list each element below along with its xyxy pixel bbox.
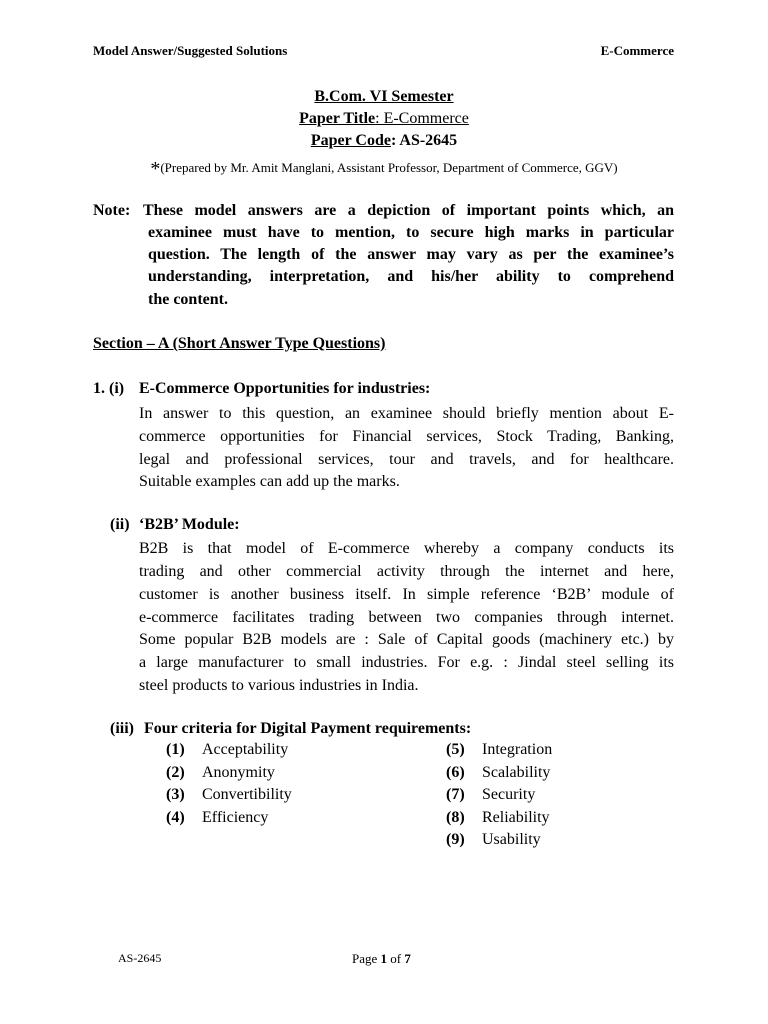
criterion-item: (7) Security xyxy=(446,786,536,803)
q1-line-4: Suitable examples can add up the marks. xyxy=(139,473,400,490)
q2-line-5: Some popular B2B models are : Sale of Capital goods (machinery etc.) by xyxy=(139,631,674,648)
criterion-item: (5) Integration xyxy=(446,741,553,758)
criterion-item: (4) Efficiency xyxy=(166,809,269,826)
paper-title-label: Paper Title xyxy=(299,110,376,127)
q1-heading: E-Commerce Opportunities for industries: xyxy=(139,380,431,397)
asterisk-mark: * xyxy=(150,158,161,180)
note-line-4: understanding, interpretation, and his/her ability to comprehend xyxy=(148,268,674,285)
criterion-item: (1) Acceptability xyxy=(166,741,289,758)
running-header-right: E-Commerce xyxy=(600,43,674,58)
q1-line-1: In answer to this question, an examinee should briefly mention about E- xyxy=(139,405,674,422)
paper-code-label: Paper Code xyxy=(310,132,391,149)
note-label: Note: xyxy=(93,202,131,219)
paper-title xyxy=(0,110,768,128)
q2-line-3: customer is another business itself. In simple reference ‘B2B’ module of xyxy=(139,586,674,603)
q2-line-1: B2B is that model of E-commerce whereby a company conducts its xyxy=(139,540,674,557)
paper-title-value: : E-Commerce xyxy=(375,110,469,127)
section-a-heading: Section – A (Short Answer Type Questions) xyxy=(93,335,386,352)
running-header-left: Model Answer/Suggested Solutions xyxy=(93,43,288,58)
criterion-item: (2) Anonymity xyxy=(166,764,275,781)
q2-number: (ii) xyxy=(110,516,130,533)
criterion-item: (8) Reliability xyxy=(446,809,550,826)
note-line-5: the content. xyxy=(148,291,228,308)
q3-heading: Four criteria for Digital Payment requirements: xyxy=(144,720,472,737)
footer-paper-code: AS-2645 xyxy=(118,951,162,965)
q3-number: (iii) xyxy=(110,720,134,737)
semester-title: B.Com. VI Semester xyxy=(314,88,454,105)
page-number: Page 1 of 7 xyxy=(352,951,411,966)
q2-heading: ‘B2B’ Module: xyxy=(139,516,240,533)
prepared-by-line xyxy=(0,155,768,178)
criterion-item: (3) Convertibility xyxy=(166,786,292,803)
q2-line-2: trading and other commercial activity through the internet and here, xyxy=(139,563,674,580)
q2-line-4: e-commerce facilitates trading between two companies through internet. xyxy=(139,609,674,626)
q1-line-3: legal and professional services, tour and travels, and for healthcare. xyxy=(139,451,674,468)
note-line-3: question. The length of the answer may vary as per the examinee’s xyxy=(148,246,674,263)
note-line-1: These model answers are a depiction of important points which, an xyxy=(143,202,674,219)
criterion-item: (6) Scalability xyxy=(446,764,551,781)
q1-number: 1. (i) xyxy=(93,380,125,397)
paper-code xyxy=(0,132,768,150)
q2-line-7: steel products to various industries in India. xyxy=(139,677,419,694)
paper-code-value: : AS-2645 xyxy=(390,132,458,149)
q2-line-6: a large manufacturer to small industries. For e.g. : Jindal steel selling its xyxy=(139,654,674,671)
prepared-by-text: (Prepared by Mr. Amit Manglani, Assistant Professor, Department of Commerce, GGV) xyxy=(160,160,618,175)
q1-line-2: commerce opportunities for Financial services, Stock Trading, Banking, xyxy=(139,428,674,445)
note-line-2: examinee must have to mention, to secure high marks in particular xyxy=(148,224,674,241)
criterion-item: (9) Usability xyxy=(446,831,541,848)
